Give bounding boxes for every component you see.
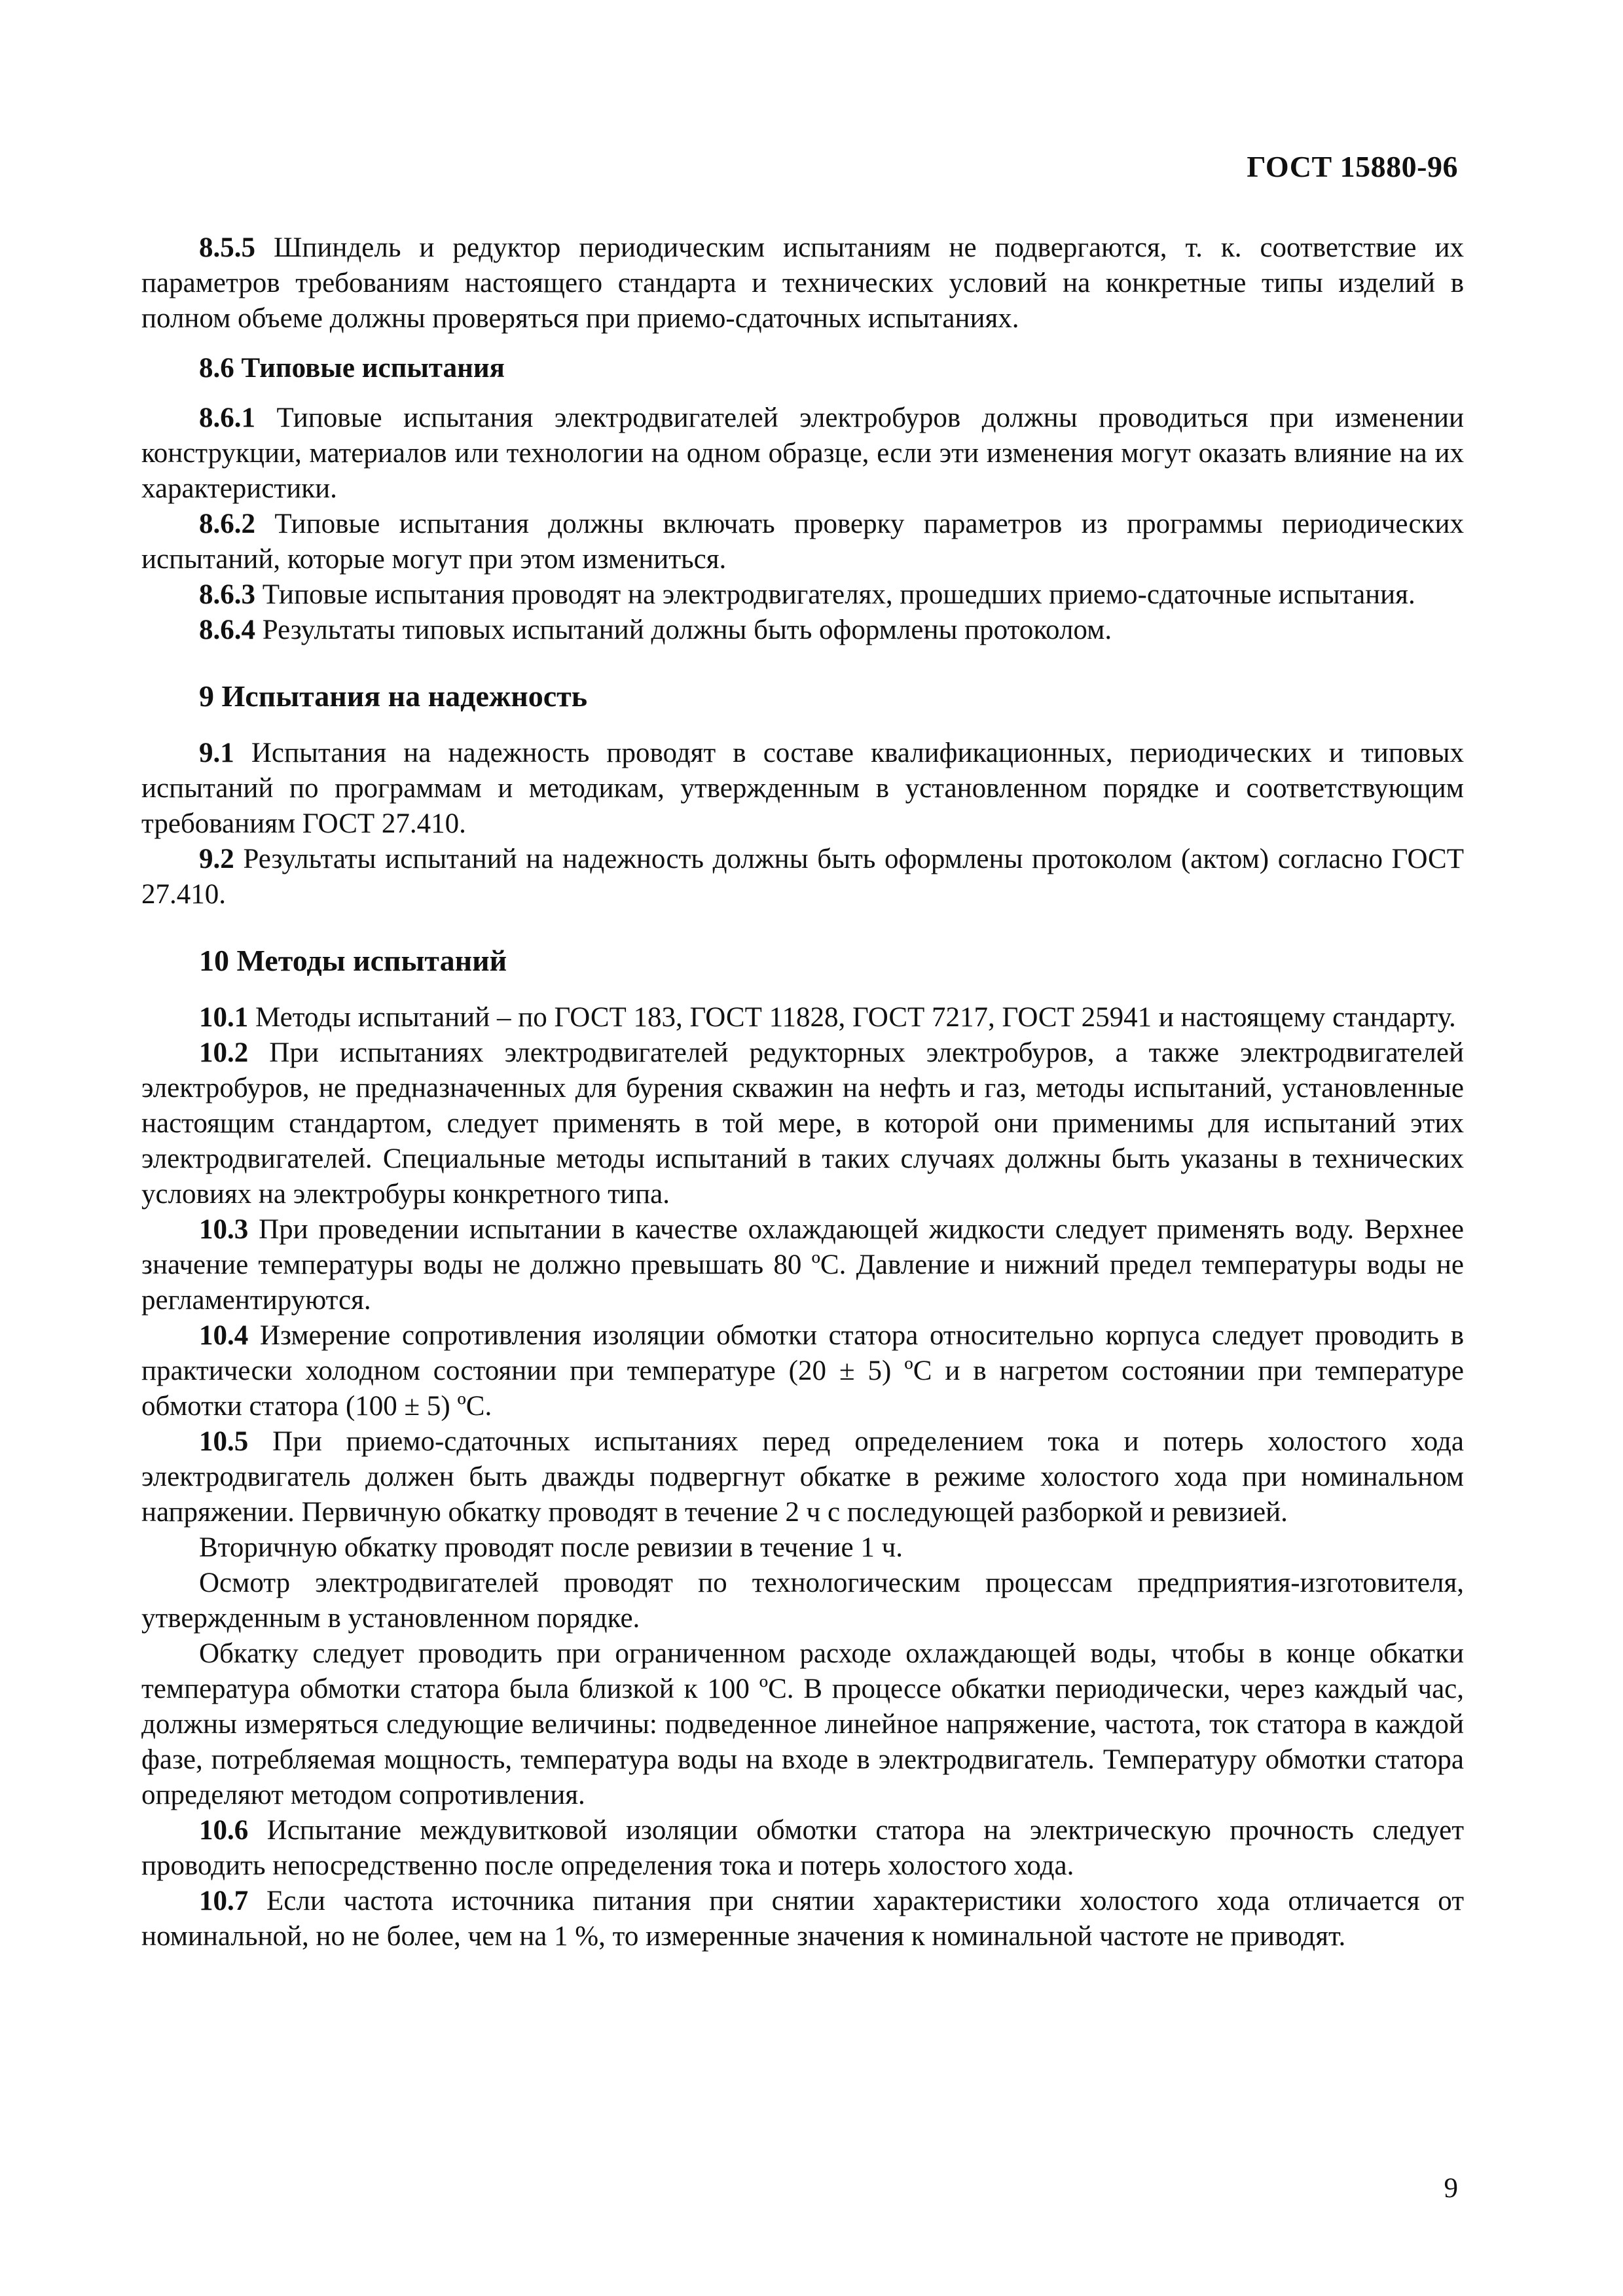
clause-number: 10.4 (199, 1320, 249, 1351)
paragraph-text: Типовые испытания проводят на электродвигателях, прошедших приемо-сдаточные испытания. (255, 579, 1415, 610)
paragraph-text: Если частота источника питания при снятии характеристики холостого хода отличается от номинальной, но не более, чем на 1 %, то измеренные значения к номинальной частоте не приводят. (141, 1886, 1464, 1952)
paragraph-10-5-inspection: Осмотр электродвигателей проводят по технологическим процессам предприятия-изготовителя, утвержденным в установленном порядке. (141, 1568, 1464, 1634)
paragraph-10-4 (141, 1318, 1464, 1424)
paragraph-10-5-secondary-run-in: Вторичную обкатку проводят после ревизии в течение 1 ч. (199, 1532, 903, 1563)
clause-number: 10.1 (199, 1002, 249, 1033)
paragraph-10-5-run-in-conditions: Обкатку следует проводить при ограниченном расходе охлаждающей воды, чтобы в конце обкатки температура обмотки статора была близкой к 100 ºС. В процессе обкатки периодически, через каждый час, должны измеряться следующие величины: подведенное линейное напряжение, частота, ток статора в каждой фазе, потребляемая мощность, температура воды на входе в электродвигатель. Температуру обмотки статора определяют методом сопротивления. (141, 1638, 1464, 1810)
paragraph-text: При проведении испытании в качестве охлаждающей жидкости следует применять воду. Верхнее значение температуры воды не должно превышать 80 ºС. Давление и нижний предел температуры воды не регламентируются. (141, 1214, 1464, 1316)
clause-number: 8.6.4 (199, 615, 255, 645)
paragraph-10-1 (141, 1000, 1464, 1035)
clause-number: 10.6 (199, 1815, 249, 1846)
clause-number: 8.6.2 (199, 509, 255, 539)
clause-number: 8.6.3 (199, 579, 255, 610)
clause-number: 10.7 (199, 1886, 249, 1916)
paragraph-text: Типовые испытания электродвигателей электробуров должны проводиться при изменении конструкции, материалов или технологии на одном образце, если эти изменения могут оказать влияние на их характеристики. (141, 403, 1464, 504)
section-heading-10: 10 Методы испытаний (199, 944, 507, 977)
clause-number: 10.2 (199, 1037, 249, 1068)
clause-number: 9.2 (199, 844, 234, 874)
paragraph-text: Методы испытаний – по ГОСТ 183, ГОСТ 11828, ГОСТ 7217, ГОСТ 25941 и настоящему стандарту. (248, 1002, 1456, 1033)
paragraph-text: Шпиндель и редуктор периодическим испытаниям не подвергаются, т. к. соответствие их параметров требованиям настоящего стандарта и технических условий на конкретные типы изделий в полном объеме должны проверяться при приемо-сдаточных испытаниях. (141, 232, 1464, 334)
paragraph-text: При испытаниях электродвигателей редукторных электробуров, а также электродвигателей электробуров, не предназначенных для бурения скважин на нефть и газ, методы испытаний, установленные настоящим стандартом, следует применять в той мере, в которой они применимы для испытаний этих электродвигателей. Специальные методы испытаний в таких случаях должны быть указаны в технических условиях на электробуры конкретного типа. (141, 1037, 1464, 1210)
page-number: 9 (1444, 2173, 1458, 2204)
document-body (141, 230, 1464, 1954)
paragraph-text: Испытания на надежность проводят в составе квалификационных, периодических и типовых испытаний по программам и методикам, утвержденным в установленном порядке и соответствующим требованиям ГОСТ 27.410. (141, 738, 1464, 839)
subsection-heading-8-6: 8.6 Типовые испытания (199, 353, 505, 384)
clause-number: 8.5.5 (199, 232, 255, 263)
clause-number: 9.1 (199, 738, 234, 768)
paragraph-10-6 (141, 1813, 1464, 1884)
paragraph-text: Типовые испытания должны включать проверку параметров из программы периодических испытаний, которые могут при этом измениться. (141, 509, 1464, 575)
paragraph-8-6-4 (141, 613, 1464, 648)
paragraph-text: При приемо-сдаточных испытаниях перед определением тока и потерь холостого хода электродвигатель должен быть дважды подвергнут обкатке в режиме холостого хода при номинальном напряжении. Первичную обкатку проводят в течение 2 ч с последующей разборкой и ревизией. (141, 1426, 1464, 1528)
paragraph-text: Измерение сопротивления изоляции обмотки статора относительно корпуса следует проводить в практически холодном состоянии при температуре (20 ± 5) ºС и в нагретом состоянии при температуре обмотки статора (100 ± 5) ºС. (141, 1320, 1464, 1422)
paragraph-8-6-2 (141, 507, 1464, 577)
clause-number: 10.5 (199, 1426, 249, 1457)
paragraph-9-1 (141, 736, 1464, 842)
clause-number: 10.3 (199, 1214, 249, 1245)
paragraph-10-5 (141, 1424, 1464, 1530)
document-code-header: ГОСТ 15880-96 (1247, 150, 1458, 183)
paragraph-8-6-3 (141, 577, 1464, 613)
paragraph-10-2 (141, 1035, 1464, 1212)
paragraph-text: Результаты испытаний на надежность должны быть оформлены протоколом (актом) согласно ГОСТ 27.410. (141, 844, 1464, 910)
paragraph-8-5-5 (141, 230, 1464, 336)
clause-number: 8.6.1 (199, 403, 255, 433)
paragraph-10-3 (141, 1212, 1464, 1318)
paragraph-8-6-1 (141, 401, 1464, 507)
paragraph-10-7 (141, 1884, 1464, 1954)
paragraph-text: Результаты типовых испытаний должны быть оформлены протоколом. (255, 615, 1112, 645)
paragraph-text: Испытание междувитковой изоляции обмотки статора на электрическую прочность следует проводить непосредственно после определения тока и потерь холостого хода. (141, 1815, 1464, 1881)
paragraph-9-2 (141, 842, 1464, 912)
section-heading-9: 9 Испытания на надежность (199, 679, 588, 713)
